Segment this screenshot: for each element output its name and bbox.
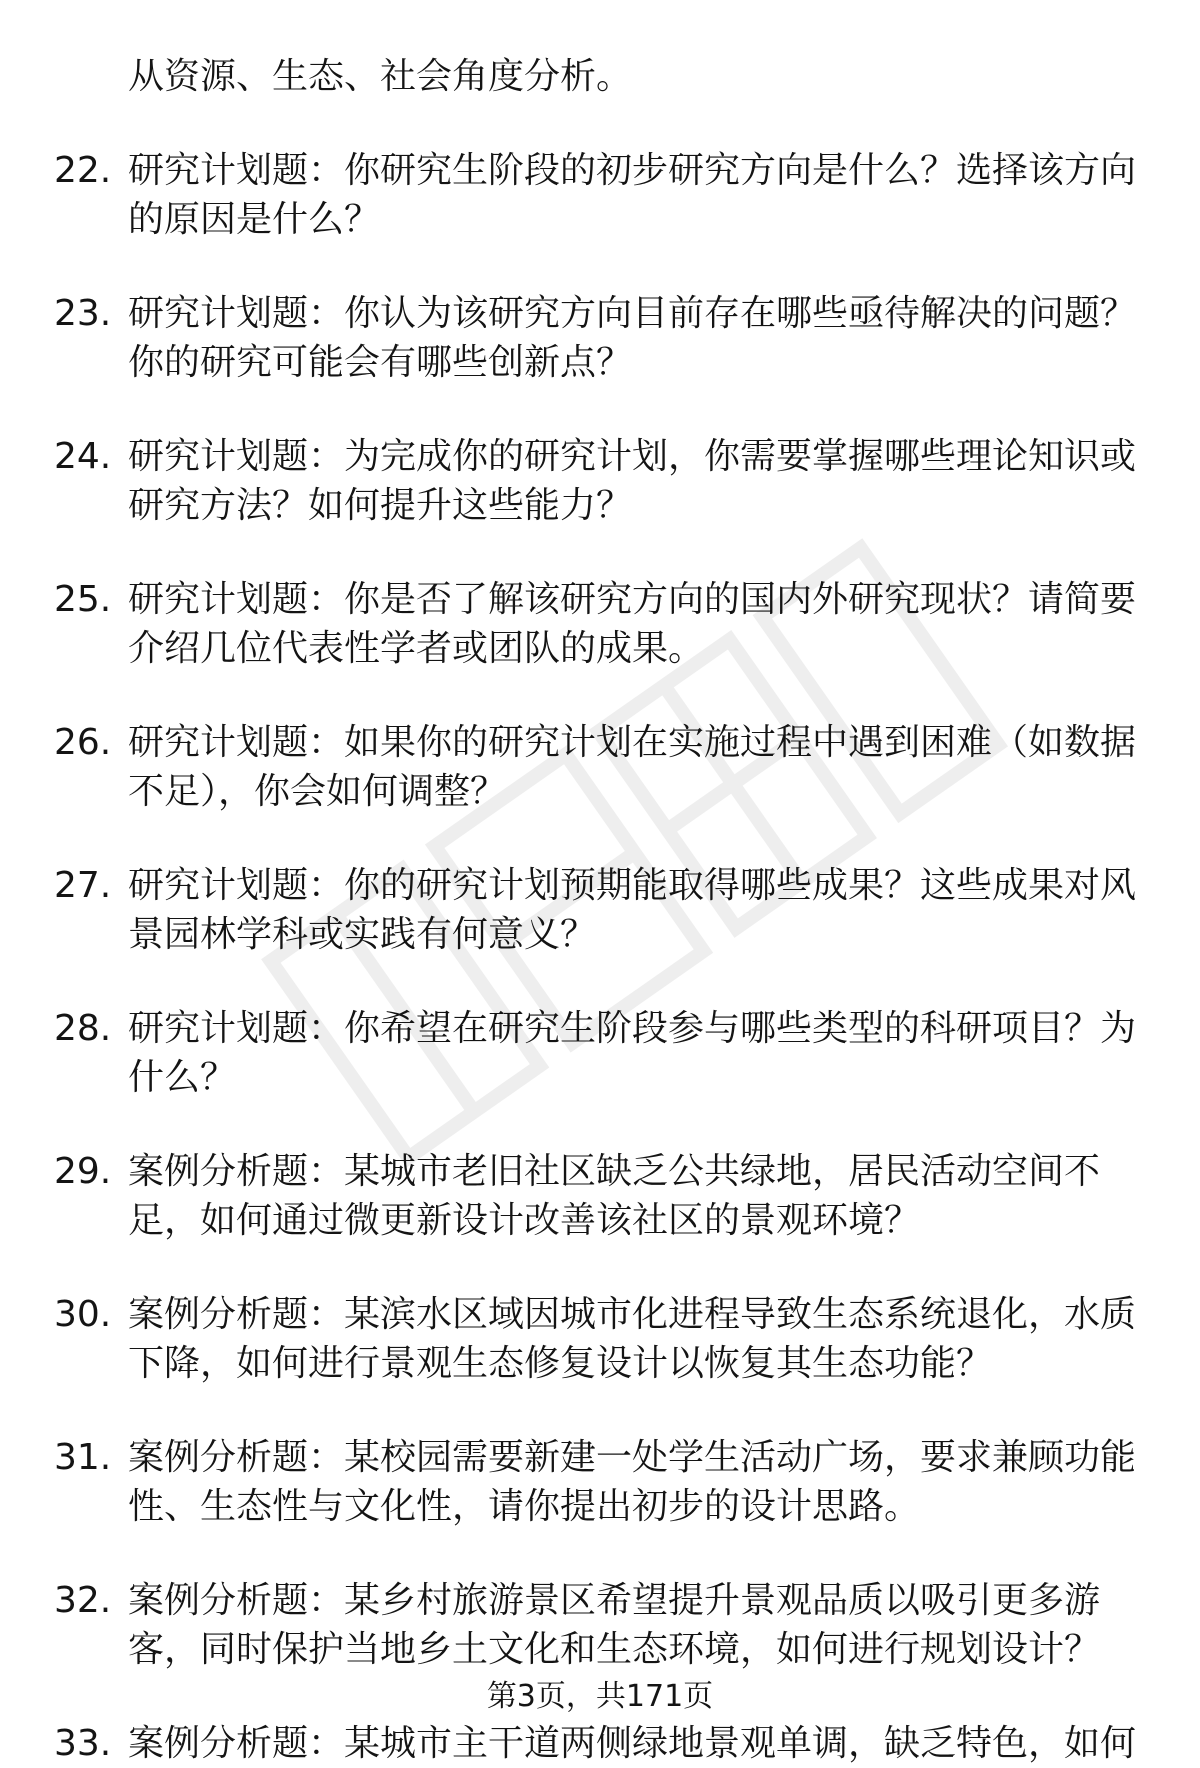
- question-number: 27.: [54, 865, 112, 906]
- question-number: 26.: [54, 722, 112, 763]
- question-item: [54, 575, 1144, 673]
- question-number: 30.: [54, 1294, 112, 1335]
- question-text: 案例分析题：某校园需要新建一处学生活动广场，要求兼顾功能性、生态性与文化性，请你提出初步的设计思路。: [128, 1437, 1137, 1527]
- question-list: [54, 52, 1144, 1768]
- page-footer: 第3页，共171页: [486, 1679, 714, 1714]
- question-number: 28.: [54, 1008, 112, 1049]
- question-item: [54, 1576, 1144, 1674]
- question-text: 案例分析题：某乡村旅游景区希望提升景观品质以吸引更多游客，同时保护当地乡土文化和生态环境，如何进行规划设计？: [128, 1580, 1101, 1670]
- question-number: 33.: [54, 1723, 112, 1764]
- question-item: [54, 1004, 1144, 1102]
- continuation-text: 从资源、生态、社会角度分析。: [128, 56, 633, 97]
- question-number: 29.: [54, 1151, 112, 1192]
- question-number: 22.: [54, 150, 112, 191]
- question-item: [54, 718, 1144, 816]
- question-item: [54, 1290, 1144, 1388]
- question-item: [54, 1719, 1144, 1768]
- question-item: [54, 861, 1144, 959]
- question-text: 研究计划题：你认为该研究方向目前存在哪些亟待解决的问题？你的研究可能会有哪些创新点？: [128, 293, 1137, 383]
- question-text: 案例分析题：某城市老旧社区缺乏公共绿地，居民活动空间不足，如何通过微更新设计改善该社区的景观环境？: [128, 1151, 1101, 1241]
- question-item: [54, 289, 1144, 387]
- question-number: 32.: [54, 1580, 112, 1621]
- question-text: 研究计划题：你研究生阶段的初步研究方向是什么？选择该方向的原因是什么？: [128, 150, 1137, 240]
- question-item: [54, 1433, 1144, 1531]
- question-text: 研究计划题：你是否了解该研究方向的国内外研究现状？请简要介绍几位代表性学者或团队的成果。: [128, 579, 1137, 669]
- question-item: [54, 432, 1144, 530]
- question-text: 研究计划题：为完成你的研究计划，你需要掌握哪些理论知识或研究方法？如何提升这些能力？: [128, 436, 1137, 526]
- question-item: [54, 1147, 1144, 1245]
- question-item: [54, 146, 1144, 244]
- question-text: 研究计划题：你希望在研究生阶段参与哪些类型的科研项目？为什么？: [128, 1008, 1137, 1098]
- question-text: 案例分析题：某城市主干道两侧绿地景观单调，缺乏特色，如何: [128, 1723, 1137, 1764]
- question-number: 31.: [54, 1437, 112, 1478]
- question-number: 23.: [54, 293, 112, 334]
- question-number: 25.: [54, 579, 112, 620]
- question-text: 研究计划题：如果你的研究计划在实施过程中遇到困难（如数据不足），你会如何调整？: [128, 722, 1137, 812]
- question-text: 研究计划题：你的研究计划预期能取得哪些成果？这些成果对风景园林学科或实践有何意义？: [128, 865, 1137, 955]
- question-number: 24.: [54, 436, 112, 477]
- question-text: 案例分析题：某滨水区域因城市化进程导致生态系统退化，水质下降，如何进行景观生态修复设计以恢复其生态功能？: [128, 1294, 1137, 1384]
